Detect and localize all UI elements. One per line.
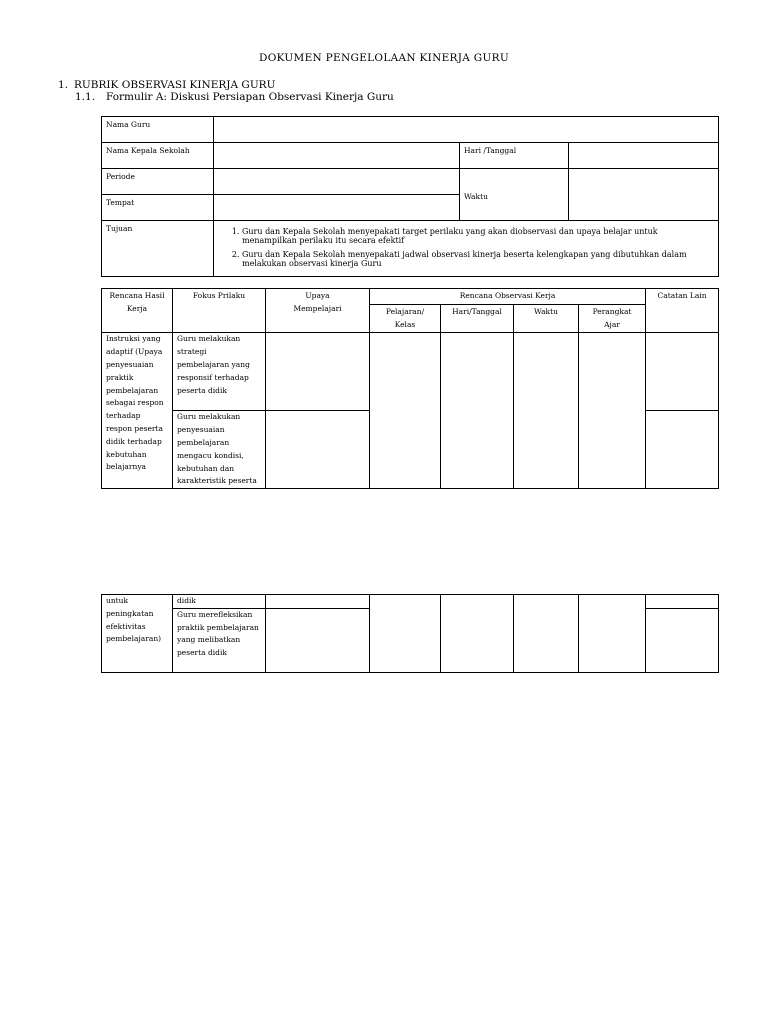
subsection-heading: [75, 91, 394, 103]
tujuan-list: [218, 224, 714, 268]
waktu-cell[interactable]: [514, 595, 579, 673]
perangkat-cell[interactable]: [579, 595, 646, 673]
label-waktu: Waktu: [460, 169, 569, 221]
observation-table-continued: [101, 594, 719, 673]
hari-tanggal-cell[interactable]: [441, 595, 514, 673]
fokus-prilaku-cell: Guru merefleksikan praktik pembelajaran yang melibatkan peserta didik: [173, 608, 266, 672]
tujuan-item: 2. Guru dan Kepala Sekolah menyepakati jadwal observasi kinerja beserta kelengkapan yang dibutuhkan dalam melakukan observasi kinerja Guru: [242, 250, 714, 268]
fokus-prilaku-cell: didik: [173, 595, 266, 609]
pelajaran-cell[interactable]: [370, 333, 441, 489]
upaya-cell[interactable]: [266, 595, 370, 609]
rhk-cell: Instruksi yang adaptif (Upaya penyesuaian praktik pembelajaran sebagai respon terhadap respon peserta didik terhadap kebutuhan belajarnya: [102, 333, 173, 489]
header-hari-tanggal: Hari/Tanggal: [441, 304, 514, 333]
header-waktu: Waktu: [514, 304, 579, 333]
tujuan-item: 1. Guru dan Kepala Sekolah menyepakati target perilaku yang akan diobservasi dan upaya belajar untuk menampilkan perilaku itu secara efektif: [242, 227, 714, 245]
field-hari-tanggal[interactable]: [569, 143, 719, 169]
catatan-cell[interactable]: [646, 333, 719, 411]
label-hari-tanggal: Hari /Tanggal: [460, 143, 569, 169]
label-nama-kepala-sekolah: Nama Kepala Sekolah: [102, 143, 214, 169]
field-nama-kepala-sekolah[interactable]: [214, 143, 460, 169]
catatan-cell[interactable]: [646, 411, 719, 489]
header-catatan-lain: Catatan Lain: [646, 289, 719, 333]
pelajaran-cell[interactable]: [370, 595, 441, 673]
rhk-cell: untuk peningkatan efektivitas pembelajaran): [102, 595, 173, 673]
section-number: 1.: [58, 79, 69, 91]
subsection-number: 1.1.: [75, 91, 96, 103]
field-waktu[interactable]: [569, 169, 719, 221]
perangkat-cell[interactable]: [579, 333, 646, 489]
upaya-cell[interactable]: [266, 411, 370, 489]
hari-tanggal-cell[interactable]: [441, 333, 514, 489]
section-heading: [58, 79, 275, 91]
field-periode[interactable]: [214, 169, 460, 195]
header-perangkat-ajar: Perangkat Ajar: [579, 304, 646, 333]
label-nama-guru: Nama Guru: [102, 117, 214, 143]
catatan-cell[interactable]: [646, 595, 719, 609]
fokus-prilaku-cell: Guru melakukan penyesuaian pembelajaran mengacu kondisi, kebutuhan dan karakteristik peserta: [173, 411, 266, 489]
upaya-cell[interactable]: [266, 333, 370, 411]
upaya-cell[interactable]: [266, 608, 370, 672]
section-title: RUBRIK OBSERVASI KINERJA GURU: [74, 79, 276, 91]
subsection-title: Formulir A: Diskusi Persiapan Observasi Kinerja Guru: [106, 91, 394, 103]
header-fokus-prilaku: Fokus Prilaku: [173, 289, 266, 333]
header-rencana-observasi-kerja: Rencana Observasi Kerja: [370, 289, 646, 305]
header-upaya-mempelajari: Upaya Mempelajari: [266, 289, 370, 333]
header-rencana-hasil-kerja: Rencana Hasil Kerja: [102, 289, 173, 333]
catatan-cell[interactable]: [646, 608, 719, 672]
fokus-prilaku-cell: Guru melakukan strategi pembelajaran yang responsif terhadap peserta didik: [173, 333, 266, 411]
field-tempat[interactable]: [214, 195, 460, 221]
header-pelajaran-kelas: Pelajaran/ Kelas: [370, 304, 441, 333]
document-title: DOKUMEN PENGELOLAAN KINERJA GURU: [259, 52, 509, 64]
observation-table: [101, 288, 719, 489]
tujuan-content: [214, 221, 719, 277]
field-nama-guru[interactable]: [214, 117, 719, 143]
label-tujuan: Tujuan: [102, 221, 214, 277]
label-tempat: Tempat: [102, 195, 214, 221]
label-periode: Periode: [102, 169, 214, 195]
waktu-cell[interactable]: [514, 333, 579, 489]
info-table: [101, 116, 719, 277]
